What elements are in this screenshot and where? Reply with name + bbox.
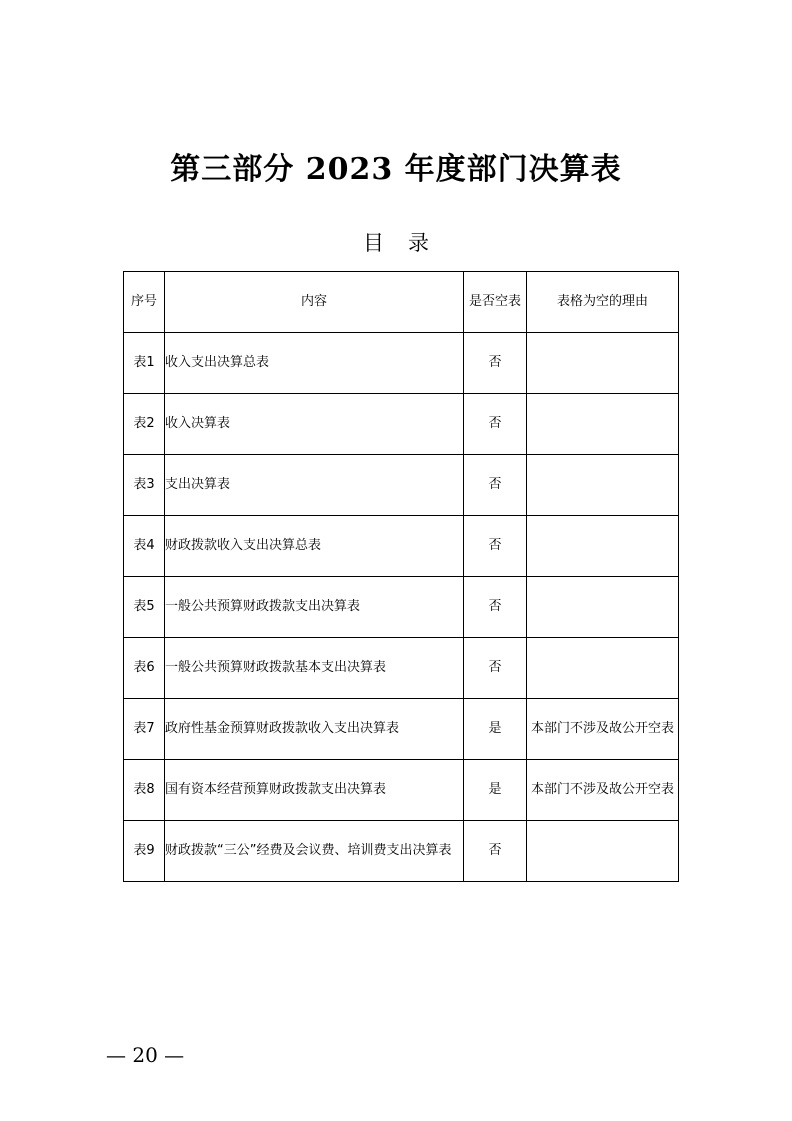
row-content: 政府性基金预算财政拨款收入支出决算表 [165,699,464,760]
row-num: 表6 [124,638,165,699]
row-content: 支出决算表 [165,455,464,516]
row-reason [527,394,679,455]
row-is-empty: 否 [464,394,527,455]
toc-table [123,271,679,882]
row-num: 表8 [124,760,165,821]
table-row [124,760,679,821]
row-num: 表2 [124,394,165,455]
row-is-empty: 否 [464,638,527,699]
header-reason: 表格为空的理由 [527,272,679,333]
row-is-empty: 否 [464,333,527,394]
toc-heading-char: 录 [408,231,429,255]
table-header-row [124,272,679,333]
row-is-empty: 是 [464,760,527,821]
table-row [124,638,679,699]
header-num: 序号 [124,272,165,333]
page-number: — 20 — [106,1043,185,1067]
row-num: 表1 [124,333,165,394]
row-num: 表5 [124,577,165,638]
row-reason [527,516,679,577]
row-reason [527,638,679,699]
row-reason: 本部门不涉及故公开空表 [527,760,679,821]
row-reason [527,455,679,516]
table-row [124,516,679,577]
row-is-empty: 否 [464,516,527,577]
toc-heading-char: 目 [363,231,384,255]
header-is-empty: 是否空表 [464,272,527,333]
header-content: 内容 [165,272,464,333]
row-reason [527,821,679,882]
table-row [124,394,679,455]
row-num: 表9 [124,821,165,882]
row-reason: 本部门不涉及故公开空表 [527,699,679,760]
row-reason [527,333,679,394]
row-content: 国有资本经营预算财政拨款支出决算表 [165,760,464,821]
table-row [124,821,679,882]
table-row [124,699,679,760]
table-row [124,577,679,638]
row-content: 财政拨款“三公”经费及会议费、培训费支出决算表 [165,821,464,882]
table-row [124,333,679,394]
page-title: 第三部分 2023 年度部门决算表 [170,152,622,187]
row-is-empty: 否 [464,455,527,516]
row-content: 一般公共预算财政拨款支出决算表 [165,577,464,638]
row-num: 表4 [124,516,165,577]
row-content: 一般公共预算财政拨款基本支出决算表 [165,638,464,699]
row-content: 收入决算表 [165,394,464,455]
row-content: 财政拨款收入支出决算总表 [165,516,464,577]
toc-heading [0,228,792,258]
row-num: 表3 [124,455,165,516]
table-row [124,455,679,516]
row-num: 表7 [124,699,165,760]
row-is-empty: 是 [464,699,527,760]
row-reason [527,577,679,638]
row-content: 收入支出决算总表 [165,333,464,394]
row-is-empty: 否 [464,577,527,638]
row-is-empty: 否 [464,821,527,882]
